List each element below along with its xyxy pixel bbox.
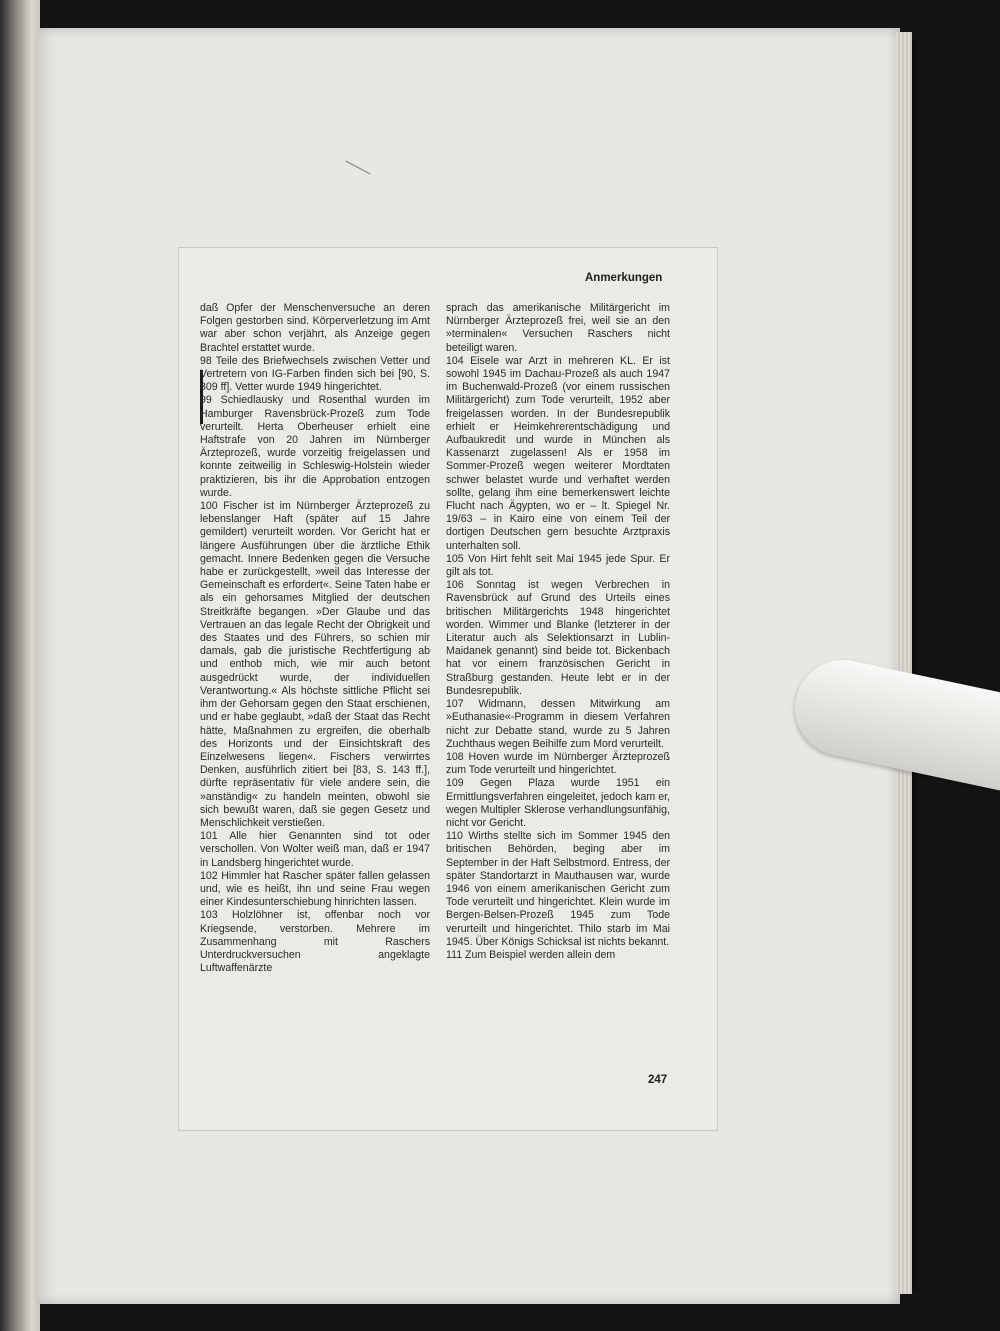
footnote-paragraph: 102 Himmler hat Rascher später fallen gelassen und, wie es heißt, ihn und seine Frau wegen einer Kindesunterschiebung hinrichten lassen. xyxy=(200,869,430,909)
footnote-paragraph: 111 Zum Beispiel werden allein dem xyxy=(446,948,616,961)
footnote-paragraph: 104 Eisele war Arzt in mehreren KL. Er ist sowohl 1945 im Dachau-Prozeß als auch 1947 im Buchenwald-Prozeß (vor einem russischen Militärgericht) zum Tode verurteilt, 1952 aber freigelassen worden. In der Bundesrepublik erhielt er Heimkehrerentschädigung und Aufbaukredit und wurde in München als Kassenarzt zugelassen! Als er 1958 im Sommer-Prozeß wegen weiterer Mordtaten schwer belastet wurde und verhaftet werden sollte, gelang ihm eine bemerkenswert leichte Flucht nach Ägypten, wo er – lt. Spiegel Nr. 19/63 – in Kairo eine von einem Teil der dortigen Deutschen gern besuchte Arztpraxis unterhalten soll. xyxy=(446,354,670,552)
footnote-paragraph: 100 Fischer ist im Nürnberger Ärzteprozeß zu lebenslanger Haft (später auf 15 Jahre gemildert) verurteilt worden. Vor Gericht hat er längere Ausführungen über die ärztliche Ethik gemacht. Innere Bedenken gegen die Versuche habe er zurückgestellt, »weil das Interesse der Gemeinschaft es erfordert«. Seine Taten habe er als ein gehorsames Mitglied der deutschen Streitkräfte begangen. »Der Glaube und das Vertrauen an das legale Recht der Obrigkeit und des Staates und des Führers, so schien mir damals, gab die juristische Rechtfertigung ab und enthob mich, wie mir auch betont ausgedrückt wurde, der individuellen Verantwortung.« Als höchste sittliche Pflicht sei ihm der Gehorsam gegen den Staat erschienen, und er habe geglaubt, »daß der Staat das Recht hätte, Maßnahmen zu ergreifen, die oberhalb des Horizonts und der Einsichtskraft des Einzelwesens liegen«. Fischers verwirrtes Denken, ausführlich zitiert bei [83, S. 143 ff.], dürfte repräsentativ für viele andere sein, die »anständig« zu handeln meinten, obwohl sie sich bewußt waren, daß sie gegen Gesetz und Menschlichkeit verstießen. xyxy=(200,500,430,829)
book-spine-left xyxy=(0,0,40,1331)
left-column xyxy=(200,302,430,975)
footnote-paragraph: 103 Holzlöhner ist, offenbar noch vor Kriegsende, verstorben. Mehrere im Zusammenhang mit Raschers Unterdruckversuchen angeklagte Luftwaffenärzte xyxy=(200,909,430,975)
footnote-paragraph: sprach das amerikanische Militärgericht im Nürnberger Ärzteprozeß frei, weil sie an den »terminalen« Versuchen Raschers nicht beteiligt waren. xyxy=(446,302,670,354)
footnote-paragraph: 110 Wirths stellte sich im Sommer 1945 den britischen Behörden, beging aber im September in der Haft Selbstmord. Entress, der später Standortarzt in Mauthausen war, wurde 1946 von einem amerikanischen Gericht zum Tode verurteilt und hingerichtet. Klein wurde im Bergen-Belsen-Prozeß 1945 zum Tode verurteilt und hingerichtet. Thilo starb im Mai 1945. Über Königs Schicksal ist nichts bekannt. xyxy=(446,830,670,948)
footnote-paragraph: 101 Alle hier Genannten sind tot oder verschollen. Von Wolter weiß man, daß er 1947 in Landsberg hingerichtet wurde. xyxy=(200,830,430,869)
footnote-paragraph: 98 Teile des Briefwechsels zwischen Vetter und Vertretern von IG-Farben finden sich bei [90, S. 309 ff]. Vetter wurde 1949 hingerichtet. xyxy=(200,354,430,394)
footnote-paragraph: 105 Von Hirt fehlt seit Mai 1945 jede Spur. Er gilt als tot. xyxy=(446,552,670,579)
footnote-paragraph: 108 Hoven wurde im Nürnberger Ärzteprozeß zum Tode verurteilt und hingerichtet. xyxy=(446,750,670,777)
footnote-paragraph: 109 Gegen Plaza wurde 1951 ein Ermittlungsverfahren eingeleitet, jedoch kam er, wegen Multipler Sklerose verhandlungsunfähig, nicht vor Gericht. xyxy=(446,777,670,829)
footnote-paragraph: daß Opfer der Menschenversuche an deren Folgen gestorben sind. Körperverletzung im Amt war aber schon verjährt, als Anzeige gegen Brachtel erstattet wurde. xyxy=(200,302,430,354)
page-number: 247 xyxy=(648,1074,668,1086)
footnote-paragraph: 99 Schiedlausky und Rosenthal wurden im Hamburger Ravensbrück-Prozeß zum Tode verurteilt. Herta Oberheuser erhielt eine Haftstrafe von 20 Jahren im Nürnberger Ärzteprozeß, wurde vorzeitig freigelassen und konnte zeitweilig in Schleswig-Holstein wieder praktizieren, bis ihr die Approbation entzogen wurde. xyxy=(200,394,430,499)
right-column xyxy=(446,302,670,962)
section-header: Anmerkungen xyxy=(585,272,663,284)
footnote-paragraph: 107 Widmann, dessen Mitwirkung am »Euthanasie«-Programm in diesem Verfahren nicht zur Debatte stand, wurde zu 5 Jahren Zuchthaus wegen Beihilfe zum Mord verurteilt. xyxy=(446,698,670,750)
page-edges xyxy=(896,32,912,1294)
footnote-paragraph: 106 Sonntag ist wegen Verbrechen in Ravensbrück auf Grund des Urteils eines britischen Militärgerichts 1948 hingerichtet worden. Wimmer und Blanke (letzterer in der Literatur auch als Selektionsarzt in Lublin-Maidanek genannt) sind beide tot. Bickenbach hat vor einem französischen Gericht in Straßburg gestanden. Heute lebt er in der Bundesrepublik. xyxy=(446,579,670,697)
page-shadow xyxy=(912,40,918,1290)
